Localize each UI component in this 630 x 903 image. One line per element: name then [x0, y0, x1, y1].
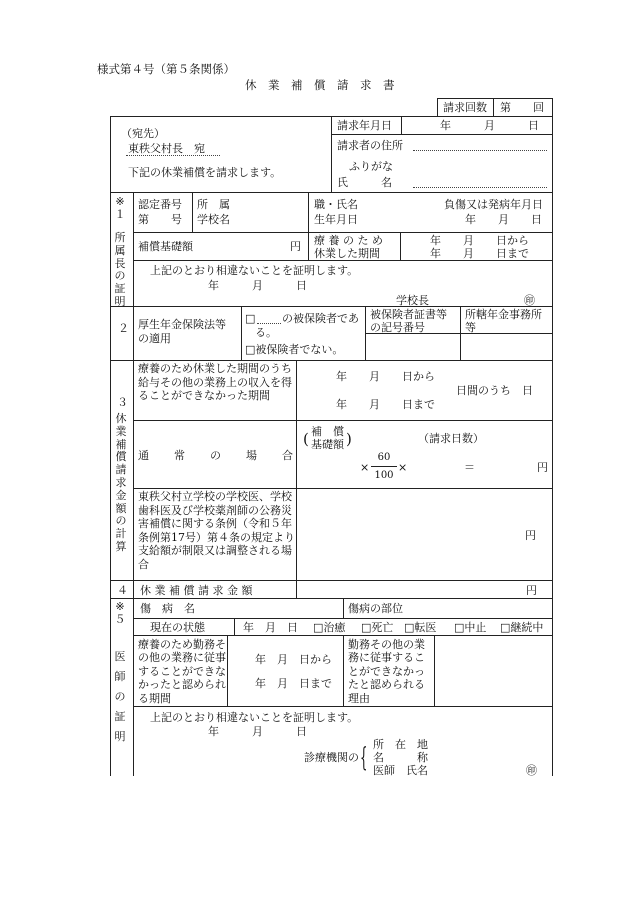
times-2: × — [398, 461, 408, 474]
unpaid-period-from[interactable]: 年 月 日から — [336, 370, 435, 383]
status-cured-checkbox[interactable]: □治癒 — [313, 621, 346, 634]
cert-number-label: 認定番号 — [138, 198, 182, 211]
claim-days-label: （請求日数） — [418, 432, 484, 445]
absence-period-from[interactable]: 年 月 日から — [255, 653, 332, 666]
section5-certify-text: 上記のとおり相違ないことを証明します。 — [150, 711, 359, 724]
injury-date-label: 負傷又は発病年月日 — [444, 198, 543, 211]
injury-date-value[interactable]: 年 月 日 — [465, 213, 542, 226]
insured-number-label-1: 被保険者証書等 — [370, 308, 447, 321]
page: 様式第４号（第５条関係） 休 業 補 償 請 求 書 請求回数 第 回 （宛先） 東秩父村長 宛 下記の休業補償を請求します。 請求年月日 年 月 日 請求者の住所 ふりがな 氏 名 ※１ 所属長の証明 認定番号 第 号 所 属 学校名 職・氏名 生年月日 負傷又は発病年月日 年 月 日 補償基礎額 円 療 養 の た め 休業した期間 年 月 日から 年 月 日まで 上記のとおり相違ないことを証明します。 年 月 日 学校長 ㊞ ２ 厚生年金保険法等 の適用 □ の被保険者であ る。 □被保険者でない。 被保険者証書等 の記号番号 所轄年金事務所 等 ３ 休業補償請求金額の計算 療養のため休業した期間のうち給与その他の業務上の収入を得ることができなかった期間 年 月 日から 年 月 日まで 日間のうち 日 通 常 の 場 合 ( 補 償 基礎額 ) （請求日数） × 60 100 × ＝ 円 東秩父村立学校の学校医、学校歯科医及び学校薬剤師の公務災害補償に関する条例（令和５年条例第17号）第４条の規定より支給額が制限又は調整される場合 円 ４ 休 業 補 償 請 求 金 額 円 ※５ 医 師 の 証 明 傷 病 名 傷病の部位 現在の状態 年 月 日 □治癒 □死亡 □転医 □中止 □継続中 療養のため勤務その他の業務に従事することができなかったと認められる期間 年 月 日から 年 月 日まで 勤務その他の業務に従事することができなかったと認められる理由 上記のとおり相違ないことを証明します。 年 月 日 診療機関の { 所 在 地 名 称 医師 氏名 ㊞ — [0, 0, 630, 903]
pension-office-label-1: 所轄年金事務所 — [465, 308, 542, 321]
disease-part-label: 傷病の部位 — [348, 602, 403, 615]
base-amount-yen: 円 — [290, 240, 301, 253]
section3-vertical-label: 休業補償請求金額の計算 — [115, 412, 127, 553]
section1-certify-date[interactable]: 年 月 日 — [208, 279, 307, 292]
claim-date-label: 請求年月日 — [337, 119, 392, 132]
claim-count-label: 請求回数 — [443, 101, 487, 114]
claim-count-value[interactable]: 第 回 — [500, 101, 544, 114]
section2-label-2: の適用 — [138, 332, 171, 345]
clinic-address-label: 所 在 地 — [373, 738, 428, 751]
unpaid-period-to[interactable]: 年 月 日まで — [336, 398, 435, 411]
disease-name-label: 傷 病 名 — [140, 602, 195, 615]
birth-date-label: 生年月日 — [314, 213, 358, 226]
current-status-label: 現在の状態 — [150, 621, 205, 634]
times-1: × — [360, 461, 370, 474]
status-deceased-checkbox[interactable]: □死亡 — [361, 621, 394, 634]
insured-option-checkbox[interactable]: □ — [245, 312, 256, 325]
normal-case-label: 通 常 の 場 合 — [138, 449, 294, 462]
restricted-case-yen: 円 — [525, 529, 536, 542]
claimant-address-label: 請求者の住所 — [337, 139, 403, 152]
section5-marker: ※５ — [114, 600, 126, 626]
cert-number-value[interactable]: 第 号 — [138, 213, 182, 226]
current-status-date[interactable]: 年 月 日 — [243, 621, 298, 634]
section2-label-1: 厚生年金保険法等 — [138, 318, 226, 331]
insured-option-text: の被保険者であ — [282, 312, 359, 325]
request-text: 下記の休業補償を請求します。 — [128, 166, 282, 179]
affiliation-label: 所 属 — [197, 198, 230, 211]
absence-period-text: 療養のため勤務その他の業務に従事することができなかったと認められる期間 — [138, 638, 226, 705]
addressee-name: 東秩父村長 宛 — [128, 142, 205, 155]
insured-number-label-2: の記号番号 — [370, 321, 425, 334]
section1-marker: ※１ — [114, 195, 126, 221]
doctor-name-label: 医師 氏名 — [373, 764, 428, 777]
principal-seal: ㊞ — [524, 294, 535, 307]
section4-label: 休 業 補 償 請 求 金 額 — [140, 584, 253, 597]
status-stopped-checkbox[interactable]: □中止 — [454, 621, 487, 634]
section5-certify-date[interactable]: 年 月 日 — [208, 725, 307, 738]
clinic-label: 診療機関の — [304, 751, 359, 764]
unpaid-period-text: 療養のため休業した期間のうち給与その他の業務上の収入を得ることができなかった期間 — [138, 362, 292, 402]
section4-number: ４ — [117, 584, 128, 597]
section3-number: ３ — [117, 396, 128, 409]
section2-number: ２ — [118, 322, 129, 335]
absence-period-to[interactable]: 年 月 日まで — [255, 677, 332, 690]
unpaid-days[interactable]: 日間のうち 日 — [456, 384, 533, 397]
section1-certify-text: 上記のとおり相違ないことを証明します。 — [150, 264, 359, 277]
section1-vertical-label: 所属長の証明 — [114, 231, 126, 308]
equals-sign: ＝ — [464, 461, 475, 474]
fraction-numerator: 60 — [377, 452, 391, 463]
pension-office-label-2: 等 — [465, 321, 476, 334]
position-name-label: 職・氏名 — [314, 198, 358, 211]
claimant-name-label: 氏 名 — [337, 176, 392, 189]
not-insured-option[interactable]: □被保険者でない。 — [245, 343, 344, 356]
absence-reason-text: 勤務その他の業務に従事することができなかったと認められる理由 — [348, 638, 425, 705]
normal-case-yen: 円 — [537, 461, 548, 474]
furigana-label: ふりがな — [349, 160, 393, 173]
page-title: 休 業 補 償 請 求 書 — [245, 78, 395, 92]
rest-period-to[interactable]: 年 月 日まで — [430, 247, 529, 260]
section5-vertical-label: 医 師 の 証 明 — [114, 650, 137, 743]
principal-label: 学校長 — [396, 294, 429, 307]
base-amount-top: 補 償 — [311, 425, 344, 438]
base-amount-label: 補償基礎額 — [138, 240, 193, 253]
rest-period-label-2: 休業した期間 — [314, 247, 380, 260]
addressee-label: （宛先） — [121, 127, 165, 140]
claim-date-value[interactable]: 年 月 日 — [440, 119, 539, 132]
school-name-label: 学校名 — [197, 213, 230, 226]
status-transfer-checkbox[interactable]: □転医 — [404, 621, 437, 634]
clinic-name-label: 名 称 — [373, 751, 428, 764]
insured-option-end: る。 — [255, 326, 277, 339]
section4-yen: 円 — [526, 584, 537, 597]
restricted-case-text: 東秩父村立学校の学校医、学校歯科医及び学校薬剤師の公務災害補償に関する条例（令和５年条例第17号）第４条の規定より支給額が制限又は調整される場合 — [138, 490, 295, 571]
rest-period-from[interactable]: 年 月 日から — [430, 234, 529, 247]
rest-period-label-1: 療 養 の た め — [314, 234, 383, 247]
fraction-denominator: 100 — [374, 470, 394, 481]
form-number: 様式第４号（第５条関係） — [97, 62, 235, 76]
doctor-seal: ㊞ — [526, 764, 537, 777]
status-continuing-checkbox[interactable]: □継続中 — [500, 621, 544, 634]
base-amount-bottom: 基礎額 — [311, 438, 344, 451]
